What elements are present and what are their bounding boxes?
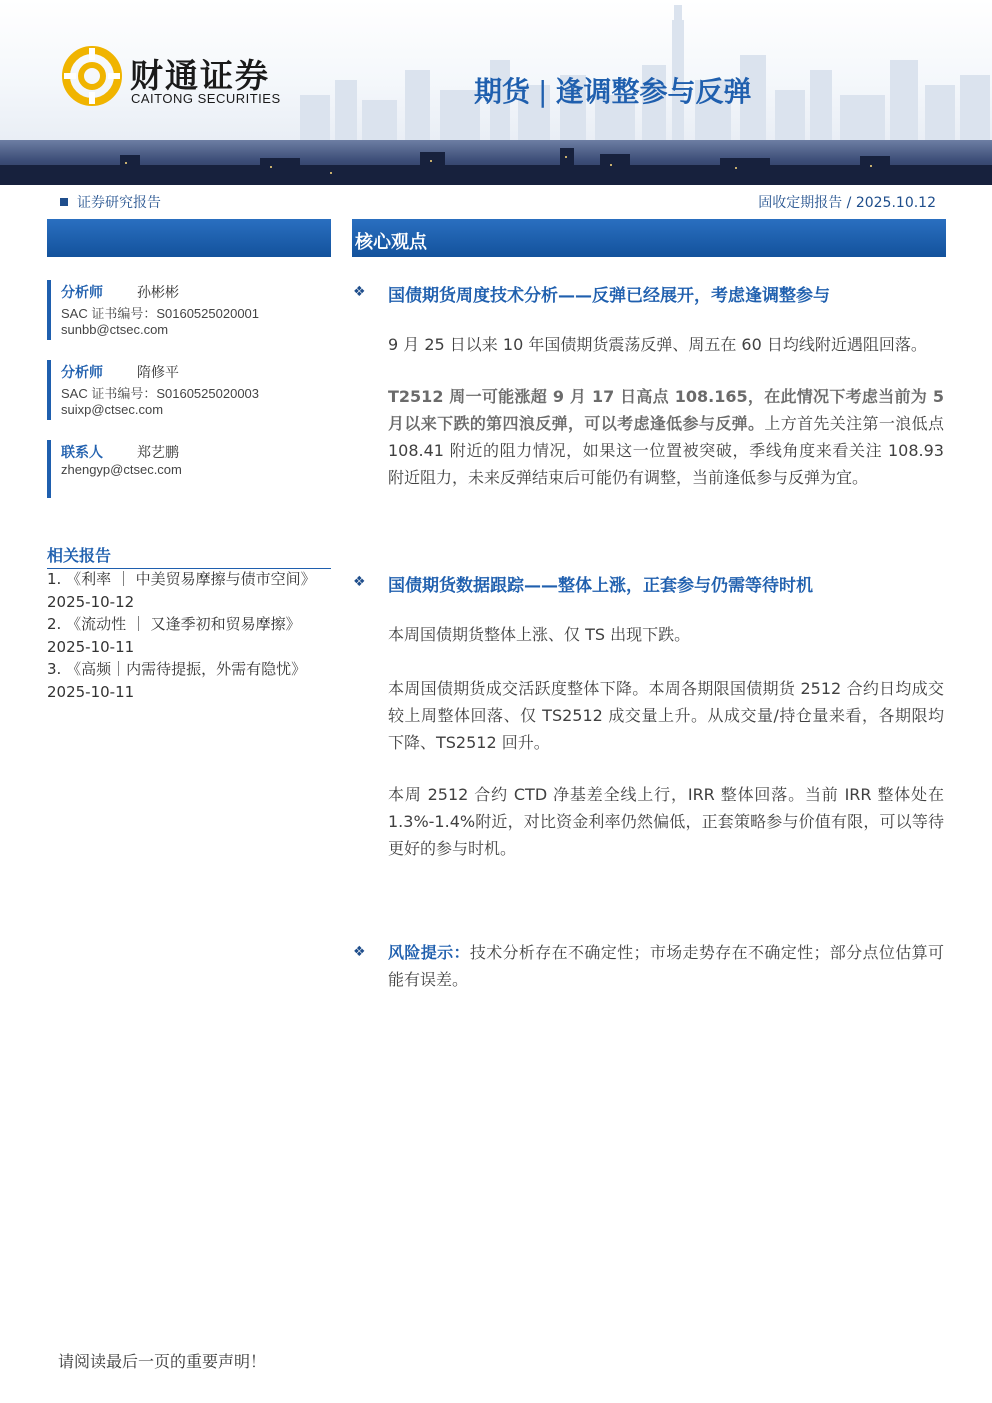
related-reports-title: 相关报告	[47, 546, 112, 565]
contact-card	[47, 440, 331, 498]
related-report-link[interactable]: 2. 《流动性 ｜ 又逢季初和贸易摩擦》	[47, 615, 301, 633]
technical-paragraph-1: 9 月 25 日以来 10 年国债期货震荡反弹、周五在 60 日均线附近遇阻回落。	[388, 335, 927, 354]
section-heading-data: 国债期货数据跟踪——整体上涨，正套参与仍需等待时机	[388, 576, 813, 596]
title-main: 逢调整参与反弹	[555, 75, 752, 108]
related-report-link[interactable]: 1. 《利率 ｜ 中美贸易摩擦与债市空间》	[47, 570, 316, 588]
city-night-band	[0, 140, 992, 185]
section-heading-technical: 国债期货周度技术分析——反弹已经展开，考虑逢调整参与	[388, 286, 830, 306]
title-separator: |	[538, 75, 548, 108]
diamond-cluster-icon: ❖	[353, 574, 366, 590]
analyst-role: 分析师	[61, 365, 103, 381]
left-column-banner	[47, 219, 331, 257]
data-paragraph-3: 本周 2512 合约 CTD 净基差全线上行，IRR 整体回落。当前 IRR 整体处在 1.3%-1.4%附近，对比资金利率仍然偏低，正套策略参与价值有限，可以等待更好的参与时机。	[388, 785, 944, 858]
report-category-date: 固收定期报告 / 2025.10.12	[758, 195, 936, 211]
report-header	[0, 0, 992, 185]
analyst-license: SAC 证书编号：S0160525020001	[61, 306, 260, 321]
disclaimer-note: 请阅读最后一页的重要声明！	[58, 1352, 267, 1371]
city-night-skyline	[0, 140, 992, 185]
technical-paragraph-2	[388, 383, 944, 491]
analyst-card	[47, 360, 331, 420]
data-paragraph-2: 本周国债期货成交活跃度整体下降。本周各期限国债期货 2512 合约日均成交较上周整体回落、仅 TS2512 成交量上升。从成交量/持仓量来看，各期限均下降、TS2512 回升。	[388, 679, 944, 752]
square-bullet-icon	[60, 198, 68, 206]
related-report-date: 2025-10-11	[47, 638, 135, 656]
report-title	[474, 70, 751, 110]
data-paragraph-1: 本周国债期货整体上涨、仅 TS 出现下跌。	[388, 625, 691, 644]
contact-accent-bar	[47, 440, 51, 498]
analyst-name: 孙彬彬	[137, 285, 179, 301]
analyst-accent-bar	[47, 360, 51, 420]
risk-paragraph	[388, 939, 944, 993]
contact-role: 联系人	[61, 445, 103, 461]
risk-text: 技术分析存在不确定性；市场走势存在不确定性；部分点位估算可能有误差。	[388, 943, 944, 989]
technical-paragraph-2-body: 上方首先关注第一浪低点 108.41 附近的阻力情况，如果这一位置被突破，季线角度来看关注 108.93 附近阻力，未来反弹结束后可能仍有调整，当前逢低参与反弹为宜。	[388, 414, 944, 487]
technical-paragraph-2-emphasis: T2512 周一可能涨超 9 月 17 日高点 108.165，在此情况下考虑当前为 5 月以来下跌的第四浪反弹，可以考虑逢低参与反弹。	[388, 387, 944, 433]
report-type-text: 证券研究报告	[77, 195, 161, 211]
contact-email[interactable]: zhengyp@ctsec.com	[61, 462, 182, 477]
caitong-logo-icon	[62, 46, 122, 106]
analyst-email[interactable]: suixp@ctsec.com	[61, 402, 164, 417]
title-category: 期货	[474, 75, 531, 108]
core-view-title: 核心观点	[355, 232, 427, 253]
analyst-license: SAC 证书编号：S0160525020003	[61, 386, 260, 401]
brand-name-en: CAITONG SECURITIES	[131, 91, 281, 106]
diamond-cluster-icon: ❖	[353, 284, 366, 300]
report-type-label	[60, 192, 161, 212]
related-report-link[interactable]: 3. 《高频｜内需待提振，外需有隐忧》	[47, 660, 307, 678]
analyst-card	[47, 280, 331, 340]
analyst-name: 隋修平	[137, 365, 179, 381]
analyst-email[interactable]: sunbb@ctsec.com	[61, 322, 169, 337]
analyst-accent-bar	[47, 280, 51, 340]
core-view-banner	[352, 219, 946, 257]
brand-name-cn: 财通证券	[130, 56, 270, 95]
related-report-date: 2025-10-11	[47, 683, 135, 701]
diamond-cluster-icon: ❖	[353, 944, 366, 960]
analyst-role: 分析师	[61, 285, 103, 301]
risk-label: 风险提示：	[388, 943, 470, 962]
contact-name: 郑艺鹏	[137, 445, 179, 461]
related-report-date: 2025-10-12	[47, 593, 135, 611]
